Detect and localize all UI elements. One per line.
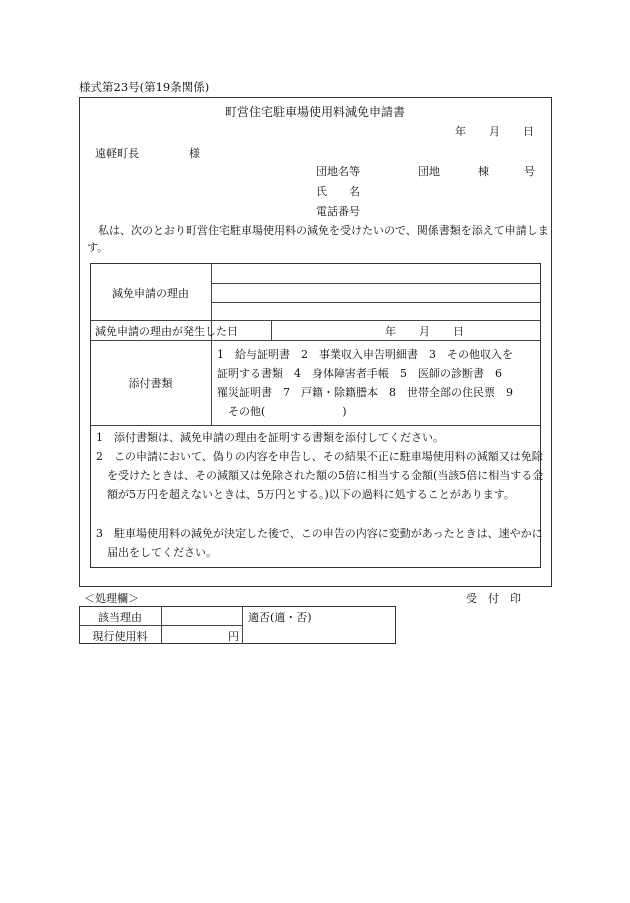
complex-label: 団地名等	[316, 165, 360, 178]
processing-fee-currency[interactable]: 円	[228, 630, 239, 643]
phone-label: 電話番号	[316, 205, 360, 218]
attachments-line: 1 給与証明書 2 事業収入申告明細書 3 その他収入を	[217, 348, 513, 361]
complex-field[interactable]: 団地	[418, 165, 440, 178]
attachments-line: その他( )	[217, 405, 347, 418]
date-month[interactable]: 月	[489, 125, 500, 138]
note-3: 3 駐車場使用料の減免が決定した後で、この申告の内容に変動があったときは、速やかに届出をしてください。	[96, 527, 543, 559]
reason-label: 減免申請の理由	[112, 287, 189, 300]
number-field[interactable]: 号	[524, 165, 535, 178]
processing-reason-field[interactable]	[162, 608, 241, 624]
intro-text: 私は、次のとおり町営住宅駐車場使用料の減免を受けたいので、関係書類を添えて申請します。	[87, 224, 549, 254]
occurrence-date-label: 減免申請の理由が発生した日	[95, 325, 238, 338]
processing-fee-label: 現行使用料	[92, 630, 148, 643]
attachments-line: 証明する書類 4 身体障害者手帳 5 医師の診断書 6	[217, 367, 502, 380]
processing-header: ＜処理欄＞	[84, 592, 139, 605]
attachments-label: 添付書類	[128, 377, 173, 390]
occurrence-month[interactable]: 月	[419, 325, 430, 338]
attachments-line: 罹災証明書 7 戸籍・除籍謄本 8 世帯全部の住民票 9	[217, 386, 513, 399]
reason-line-3[interactable]	[212, 303, 540, 319]
processing-decision-label[interactable]: 適否(適・否)	[248, 611, 312, 624]
processing-reason-label: 該当理由	[98, 611, 142, 624]
building-field[interactable]: 棟	[478, 165, 489, 178]
date-day[interactable]: 日	[523, 125, 534, 138]
note-2: 2 この申請において、偽りの内容を申告し、その結果不正に駐車場使用料の減額又は免除を受けたときは、その減額又は免除された額の5倍に相当する金額(当該5倍に相当する金額が5万円を超えないときは、5万円とする。)以下の過料に処することがあります。	[96, 450, 544, 501]
receipt-stamp: 受 付 印	[466, 592, 521, 605]
form-title: 町営住宅駐車場使用料減免申請書	[224, 105, 405, 119]
note-1: 1 添付書類は、減免申請の理由を証明する書類を添付してください。	[96, 431, 444, 444]
name-label: 氏 名	[316, 185, 360, 198]
date-year[interactable]: 年	[455, 125, 466, 138]
occurrence-year[interactable]: 年	[385, 325, 396, 338]
form-number: 様式第23号(第19条関係)	[79, 80, 210, 94]
reason-line-1[interactable]	[212, 266, 540, 282]
addressee-name: 遠軽町長	[95, 147, 139, 160]
reason-line-2[interactable]	[212, 285, 540, 301]
addressee-honorific: 様	[189, 147, 200, 160]
occurrence-day[interactable]: 日	[453, 325, 464, 338]
attachments-list	[217, 345, 513, 421]
